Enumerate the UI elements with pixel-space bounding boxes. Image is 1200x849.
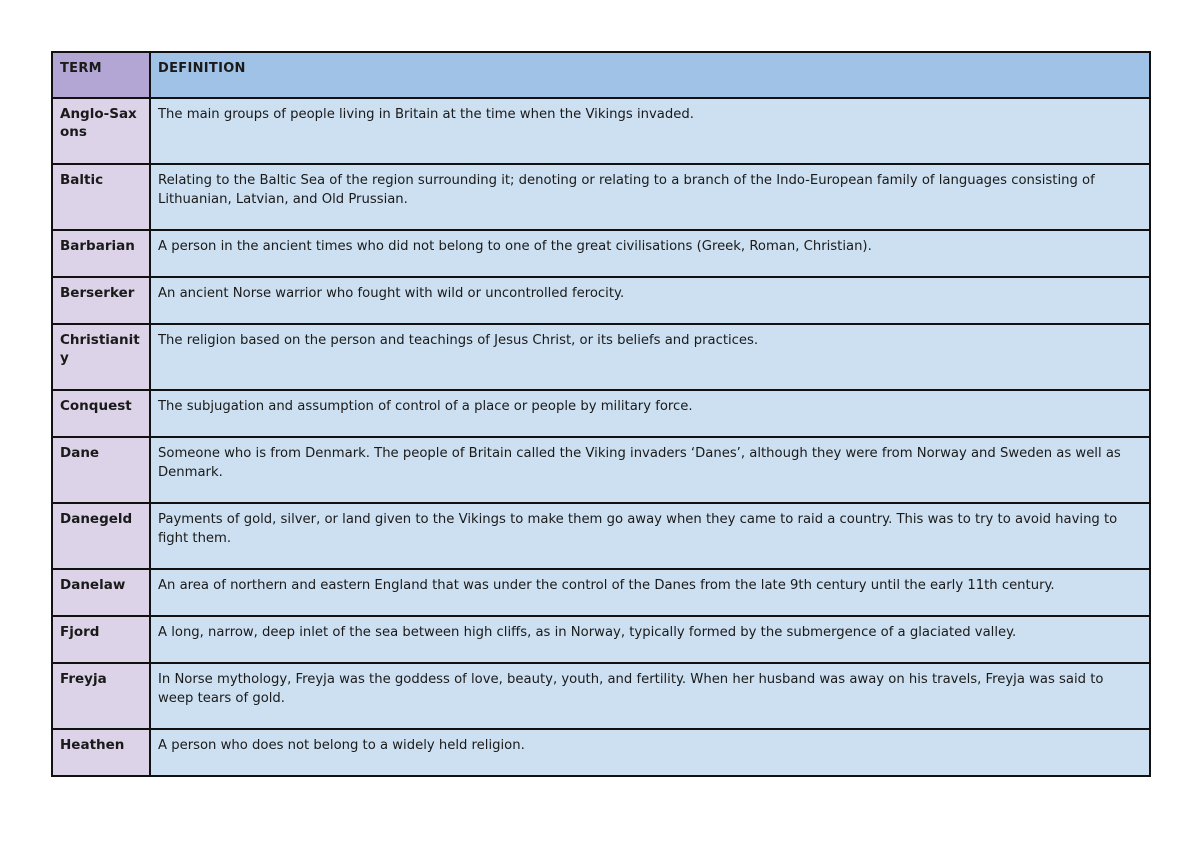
table-row xyxy=(52,729,1150,776)
table-row xyxy=(52,277,1150,324)
term-cell: Berserker xyxy=(52,277,150,324)
definition-cell: An ancient Norse warrior who fought with wild or uncontrolled ferocity. xyxy=(150,277,1150,324)
table-body xyxy=(52,98,1150,776)
table-row xyxy=(52,324,1150,390)
table-row xyxy=(52,390,1150,437)
definition-cell: A long, narrow, deep inlet of the sea between high cliffs, as in Norway, typically formed by the submergence of a glaciated valley. xyxy=(150,616,1150,663)
term-cell: Conquest xyxy=(52,390,150,437)
term-cell: Danelaw xyxy=(52,569,150,616)
definition-cell: Payments of gold, silver, or land given to the Vikings to make them go away when they came to raid a country. This was to try to avoid having to fight them. xyxy=(150,503,1150,569)
definition-cell: A person who does not belong to a widely held religion. xyxy=(150,729,1150,776)
table-row xyxy=(52,98,1150,164)
table-row xyxy=(52,616,1150,663)
term-cell: Freyja xyxy=(52,663,150,729)
term-cell: Danegeld xyxy=(52,503,150,569)
table-row xyxy=(52,569,1150,616)
table-row xyxy=(52,164,1150,230)
table-header-row xyxy=(52,52,1150,98)
definition-cell: Relating to the Baltic Sea of the region surrounding it; denoting or relating to a branch of the Indo-European family of languages consisting of Lithuanian, Latvian, and Old Prussian. xyxy=(150,164,1150,230)
table-row xyxy=(52,503,1150,569)
glossary-table xyxy=(51,51,1151,777)
definition-cell: In Norse mythology, Freyja was the goddess of love, beauty, youth, and fertility. When her husband was away on his travels, Freyja was said to weep tears of gold. xyxy=(150,663,1150,729)
term-cell: Barbarian xyxy=(52,230,150,277)
definition-column-header: DEFINITION xyxy=(150,52,1150,98)
term-column-header: TERM xyxy=(52,52,150,98)
term-cell: Dane xyxy=(52,437,150,503)
definition-cell: The main groups of people living in Britain at the time when the Vikings invaded. xyxy=(150,98,1150,164)
definition-cell: The religion based on the person and teachings of Jesus Christ, or its beliefs and practices. xyxy=(150,324,1150,390)
term-cell: Anglo-Saxons xyxy=(52,98,150,164)
definition-cell: Someone who is from Denmark. The people of Britain called the Viking invaders ‘Danes’, although they were from Norway and Sweden as well as Denmark. xyxy=(150,437,1150,503)
definition-cell: An area of northern and eastern England that was under the control of the Danes from the late 9th century until the early 11th century. xyxy=(150,569,1150,616)
table-row xyxy=(52,230,1150,277)
table-row xyxy=(52,663,1150,729)
definition-cell: A person in the ancient times who did not belong to one of the great civilisations (Greek, Roman, Christian). xyxy=(150,230,1150,277)
term-cell: Baltic xyxy=(52,164,150,230)
term-cell: Heathen xyxy=(52,729,150,776)
term-cell: Fjord xyxy=(52,616,150,663)
term-cell: Christianity xyxy=(52,324,150,390)
table-row xyxy=(52,437,1150,503)
definition-cell: The subjugation and assumption of control of a place or people by military force. xyxy=(150,390,1150,437)
